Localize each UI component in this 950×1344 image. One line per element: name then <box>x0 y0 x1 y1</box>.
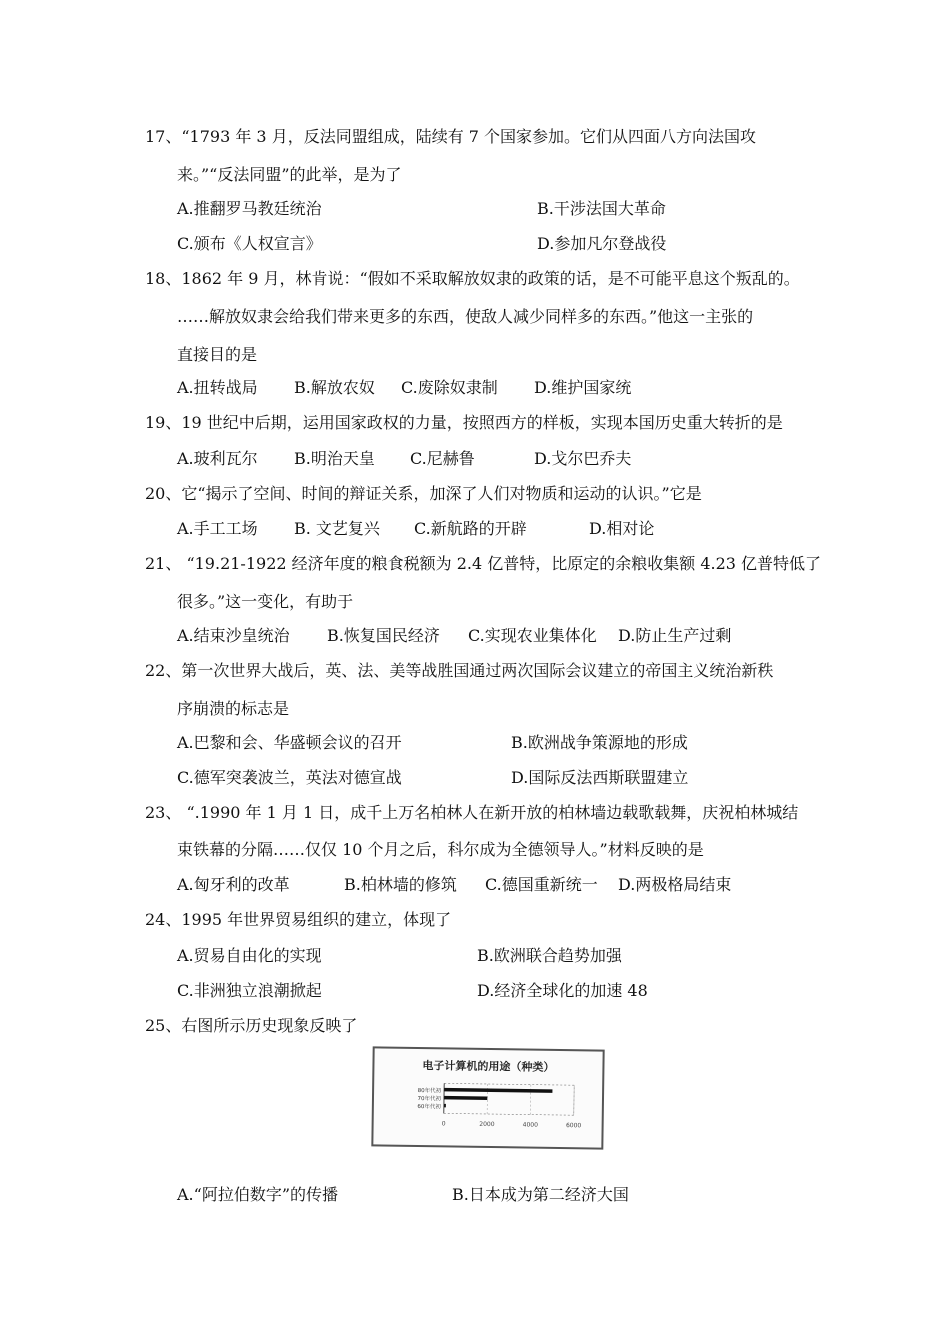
option-c[interactable]: C.废除奴隶制 <box>401 378 498 397</box>
option-d[interactable]: D.两极格局结束 <box>618 875 732 894</box>
option-a[interactable]: A.推翻罗马教廷统治 <box>177 199 322 218</box>
category-label: 80年代初 <box>417 1088 442 1095</box>
question-text: 25、右图所示历史现象反映了 <box>145 1016 358 1035</box>
question-text: 直接目的是 <box>177 345 258 364</box>
computer-usage-chart <box>371 1046 604 1149</box>
option-a[interactable]: A.“阿拉伯数字”的传播 <box>177 1185 339 1204</box>
option-a[interactable]: A.匈牙利的改革 <box>177 875 290 894</box>
bar <box>444 1088 552 1093</box>
option-c[interactable]: C.非洲独立浪潮掀起 <box>177 981 322 1000</box>
option-a[interactable]: A.结束沙皇统治 <box>177 626 290 645</box>
option-b[interactable]: B.明治天皇 <box>294 449 375 468</box>
option-d[interactable]: D.参加凡尔登战役 <box>537 234 667 253</box>
option-d[interactable]: D.防止生产过剩 <box>618 626 732 645</box>
option-a[interactable]: A.扭转战局 <box>177 378 258 397</box>
option-d[interactable]: D.国际反法西斯联盟建立 <box>511 768 689 787</box>
option-b[interactable]: B. 文艺复兴 <box>294 519 380 538</box>
option-c[interactable]: C.新航路的开辟 <box>414 519 527 538</box>
question-text: 23、 “.1990 年 1 月 1 日，成千上万名柏林人在新开放的柏林墙边载歌载舞，庆祝柏林城结 <box>145 803 799 822</box>
x-tick-label: 2000 <box>479 1120 495 1129</box>
option-b[interactable]: B.恢复国民经济 <box>327 626 440 645</box>
question-text: 18、1862 年 9 月，林肯说：“假如不采取解放奴隶的政策的话，是不可能平息这个叛乱的。 <box>145 269 800 288</box>
category-label: 70年代初 <box>417 1096 442 1103</box>
option-d[interactable]: D.相对论 <box>589 519 655 538</box>
x-tick-label: 4000 <box>522 1121 538 1129</box>
question-text: 19、19 世纪中后期，运用国家政权的力量，按照西方的样板，实现本国历史重大转折的是 <box>145 413 783 432</box>
question-text: ……解放奴隶会给我们带来更多的东西，使敌人减少同样多的东西。”他这一主张的 <box>177 307 754 326</box>
chart-title: 电子计算机的用途（种类） <box>422 1059 555 1074</box>
question-text: 24、1995 年世界贸易组织的建立，体现了 <box>145 910 452 929</box>
question-text: 17、“1793 年 3 月，反法同盟组成，陆续有 7 个国家参加。它们从四面八方向法国攻 <box>145 127 757 146</box>
option-b[interactable]: B.柏林墙的修筑 <box>344 875 457 894</box>
question-text: 21、 “19.21-1922 经济年度的粮食税额为 2.4 亿普特，比原定的余粮收集额 4.23 亿普特低了 <box>145 554 822 573</box>
option-b[interactable]: B.欧洲联合趋势加强 <box>477 946 622 965</box>
option-d[interactable]: D.维护国家统 <box>534 378 632 397</box>
option-b[interactable]: B.解放农奴 <box>294 378 375 397</box>
question-text: 20、它“揭示了空间、时间的辩证关系，加深了人们对物质和运动的认识。”它是 <box>145 484 702 503</box>
option-d[interactable]: D.戈尔巴乔夫 <box>534 449 632 468</box>
x-tick-label: 0 <box>441 1120 446 1128</box>
option-c[interactable]: C.尼赫鲁 <box>410 449 475 468</box>
bar <box>444 1096 487 1100</box>
chart-svg <box>373 1048 602 1147</box>
question-text: 22、第一次世界大战后，英、法、美等战胜国通过两次国际会议建立的帝国主义统治新秩 <box>145 661 774 680</box>
option-c[interactable]: C.颁布《人权宣言》 <box>177 234 322 253</box>
option-c[interactable]: C.德国重新统一 <box>485 875 598 894</box>
option-a[interactable]: A.手工工场 <box>177 519 258 538</box>
option-a[interactable]: A.玻利瓦尔 <box>177 449 258 468</box>
x-tick-label: 6000 <box>565 1122 582 1130</box>
option-b[interactable]: B.日本成为第二经济大国 <box>452 1185 629 1204</box>
category-label: 60年代初 <box>417 1104 441 1111</box>
option-b[interactable]: B.欧洲战争策源地的形成 <box>511 733 688 752</box>
question-text: 来。”“反法同盟”的此举，是为了 <box>177 165 402 184</box>
option-a[interactable]: A.贸易自由化的实现 <box>177 946 322 965</box>
question-text: 束铁幕的分隔……仅仅 10 个月之后，科尔成为全德领导人。”材料反映的是 <box>177 840 704 859</box>
option-c[interactable]: C.实现农业集体化 <box>468 626 597 645</box>
option-c[interactable]: C.德军突袭波兰，英法对德宣战 <box>177 768 402 787</box>
option-d[interactable]: D.经济全球化的加速 48 <box>477 981 648 1000</box>
question-text: 序崩溃的标志是 <box>177 699 290 718</box>
option-b[interactable]: B.干涉法国大革命 <box>537 199 666 218</box>
option-a[interactable]: A.巴黎和会、华盛顿会议的召开 <box>177 733 402 752</box>
question-text: 很多。”这一变化，有助于 <box>177 592 354 611</box>
